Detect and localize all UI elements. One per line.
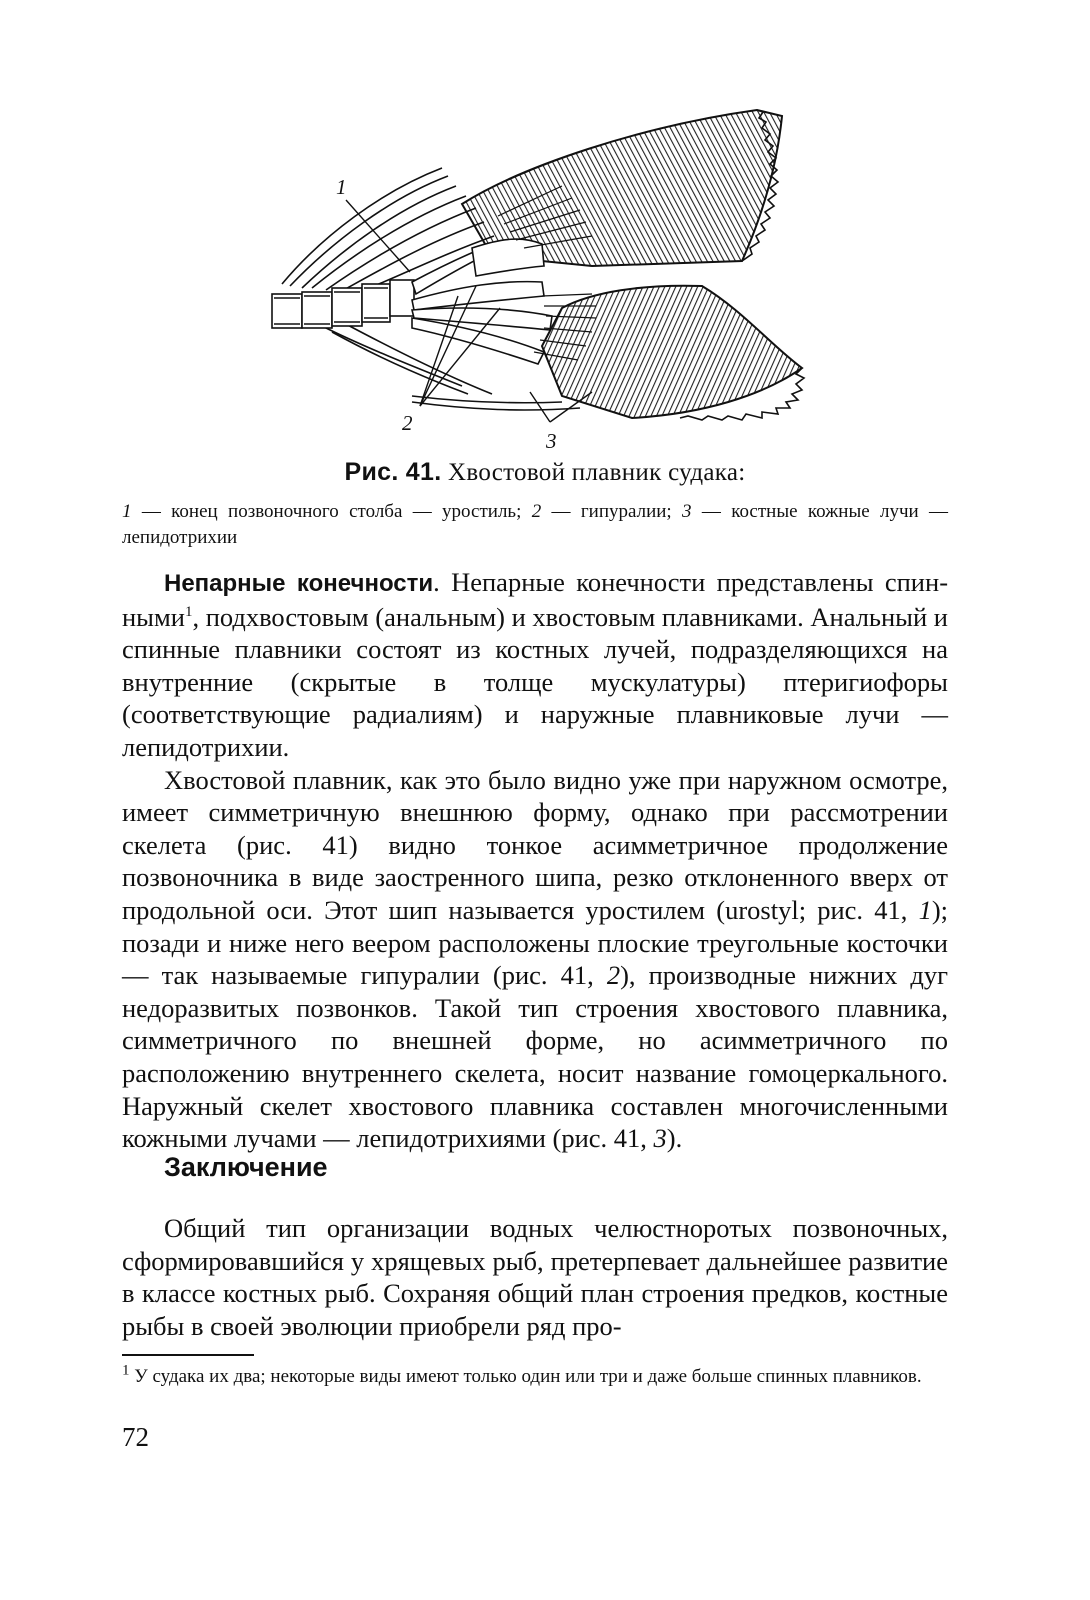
section-heading: Заключение [164, 1152, 328, 1182]
figure-number: Рис. 41. [344, 458, 442, 486]
footnote-divider [122, 1354, 254, 1356]
figure-label-2: 2 [402, 411, 413, 435]
legend-text-1: — конец позвоночного столба — уростиль; [131, 501, 532, 522]
paragraph-text: ). [666, 1123, 683, 1154]
figure-label-3: 3 [546, 429, 557, 453]
paragraph-text: ); позади и ниже него веером расположены плоские треугольные косточки — так называемые гипуралии (рис. 41, [122, 894, 948, 991]
legend-num-2: 2 [531, 501, 542, 522]
caudal-fin-illustration [262, 96, 832, 456]
figure-legend [122, 499, 948, 551]
paragraph-text: . Непарные конечности представлены спинными [122, 567, 949, 632]
legend-num-3: 3 [682, 501, 692, 522]
figure-label-1: 1 [336, 175, 347, 199]
figure-caudal-fin [262, 96, 832, 456]
body-text [122, 566, 948, 1155]
paragraph-text: , подхвостовым (анальным) и хвостовым плавниками. Анальный и спинные плавники состоят из костных лучей, подразделяющихся на внутренние (скрытые в толще мускулатуры) птеригиофоры (соответствующие радиалиям) и наружные плавниковые лучи — лепидотрихии. [122, 601, 948, 762]
figure-title: Хвостовой плавник судака: [448, 459, 746, 486]
legend-num-1: 1 [122, 501, 132, 522]
legend-text-2: — гипуралии; [541, 501, 683, 522]
footnote-reference: 1 [184, 603, 193, 620]
legend-text-3: — костные кожные лучи — лепидотрихии [122, 501, 949, 548]
page-number: 72 [122, 1422, 149, 1452]
footnote-text: У судака их два; некоторые виды имеют только один или три и даже больше спинных плавников. [129, 1366, 922, 1387]
figure-ref: 3 [653, 1123, 667, 1154]
figure-ref: 1 [918, 894, 932, 925]
paragraph-text: Хвостовой плавник, как это было видно уже при наружном осмотре, имеет симметричную внешнюю форму, однако при рассмотрении скелета (рис. 41) видно тонкое асимметричное продолжение позвоночника в виде заостренного шипа, резко отклоненного вверх от продольной оси. Этот шип называется уростилем (urostyl; рис. 41, [122, 764, 948, 925]
footnote [122, 1364, 948, 1389]
figure-ref: 2 [606, 960, 621, 991]
vertebral-column [272, 280, 414, 328]
paragraph-conclusion: Общий тип организации водных челюстноротых позвоночных, сформировавшийся у хрящевых рыб, претерпевает дальнейшее развитие в классе костных рыб. Сохраняя общий план строения предков, костные рыбы в своей эволюции приобрели ряд про- [122, 1213, 948, 1341]
procurrent-rays-upper [282, 168, 494, 294]
paragraph-text: ), производные нижних дуг недоразвитых позвонков. Такой тип строения хвостового плавника, симметричного по внешней форме, но асимметричного по расположению внутреннего скелета, носит название гомоцеркального. Наружный скелет хвостового плавника составлен многочисленными кожными лучами — лепидотрихиями (рис. 41, [122, 960, 948, 1154]
footnote-mark: 1 [122, 1362, 130, 1379]
figure-caption-title [0, 458, 1090, 487]
run-in-heading: Непарные конечности [164, 570, 434, 597]
hypurals [412, 239, 552, 364]
paragraph-unpaired-limbs [122, 566, 948, 764]
paragraph-caudal-fin [122, 764, 948, 1155]
conclusion-text [122, 1212, 948, 1342]
